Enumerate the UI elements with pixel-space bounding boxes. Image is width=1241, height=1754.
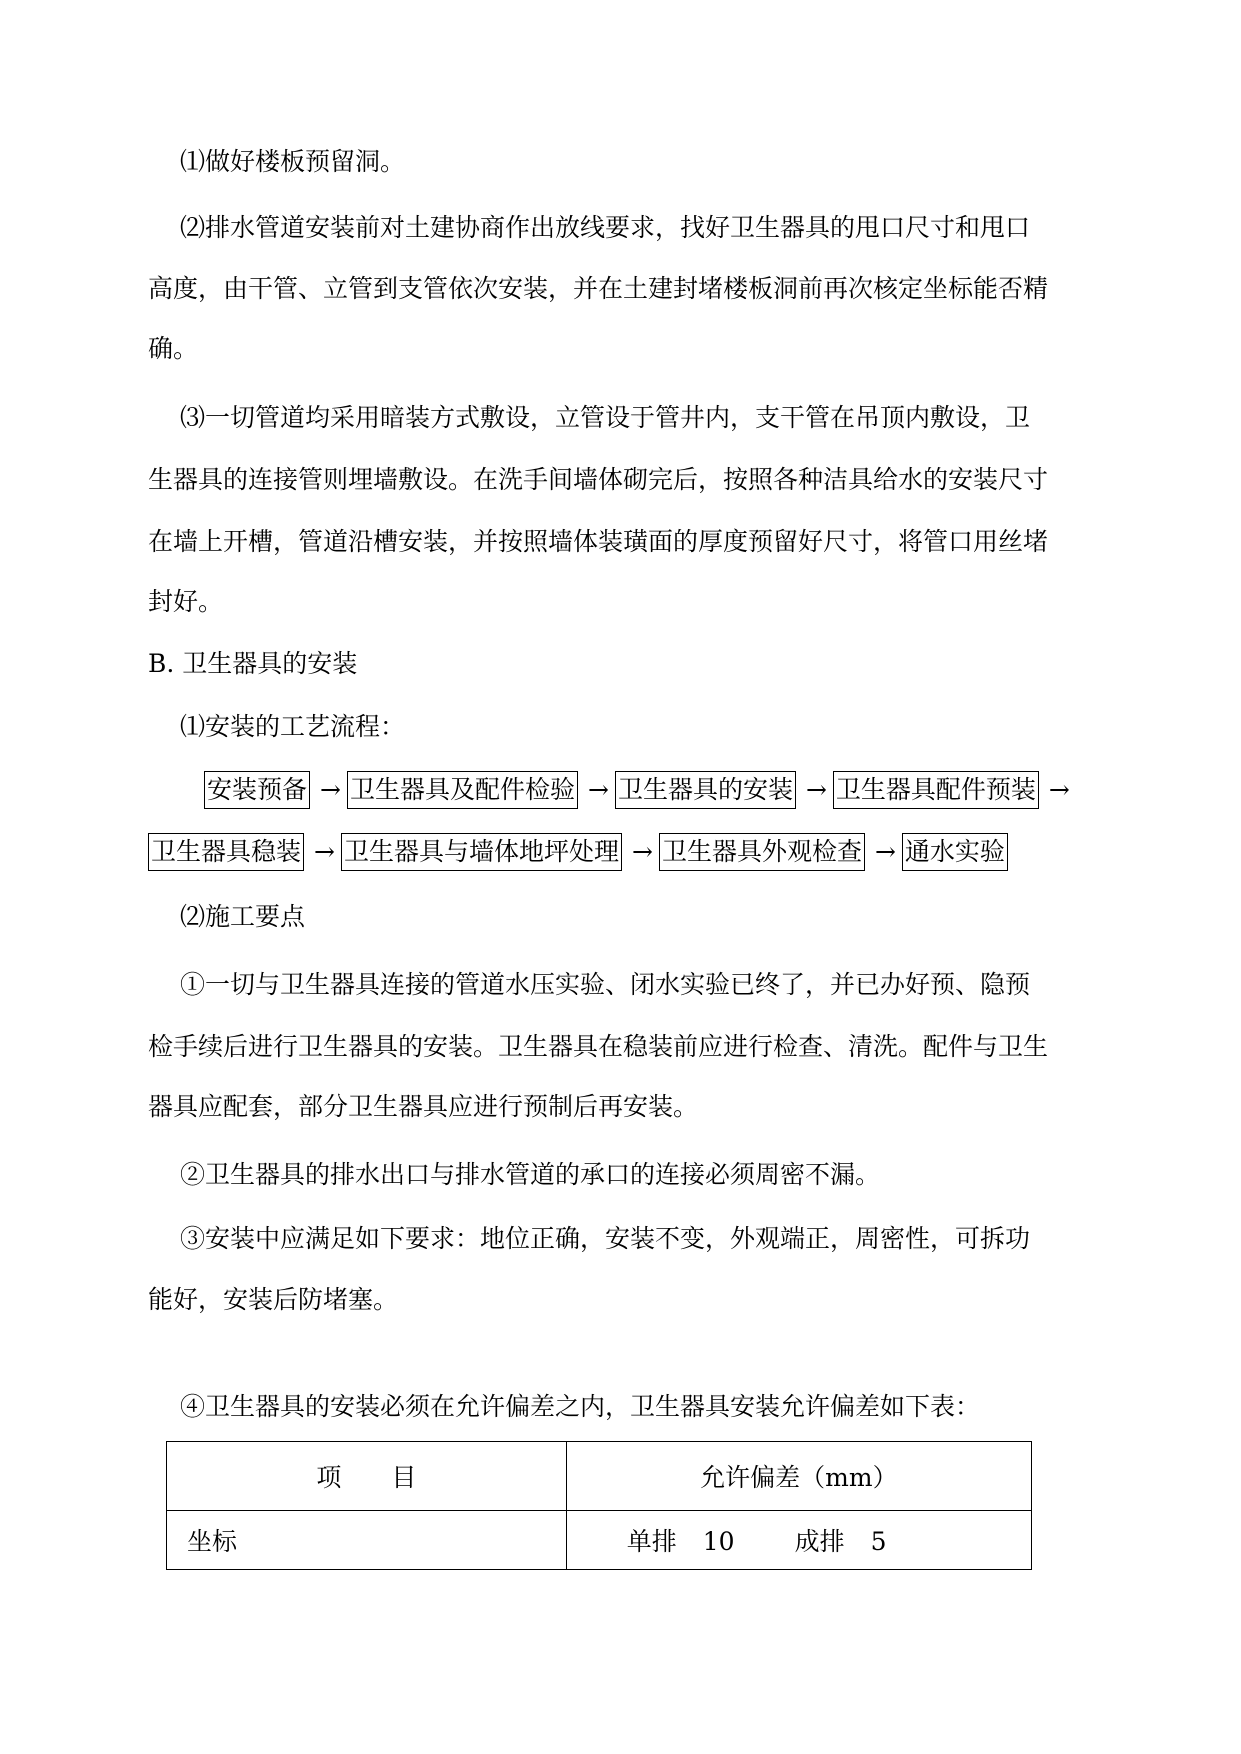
paragraph-2-line-1: ⑵排水管道安装前对土建协商作出放线要求，找好卫生器具的甩口尺寸和甩口 xyxy=(180,213,1031,242)
flow-arrow: → xyxy=(805,775,827,804)
point-3-line-1: ③安装中应满足如下要求：地位正确，安装不变，外观端正，周密性，可拆功 xyxy=(180,1224,1031,1253)
paragraph-3-line-2: 生器具的连接管则埋墙敷设。在洗手间墙体砌完后，按照各种洁具给水的安装尺寸 xyxy=(148,465,1049,494)
section-b-title: B. 卫生器具的安装 xyxy=(148,649,358,678)
flow-step-6: 卫生器具与墙体地坪处理 xyxy=(341,833,622,871)
point-3-line-2: 能好，安装后防堵塞。 xyxy=(148,1285,399,1314)
point-4: ④卫生器具的安装必须在允许偏差之内，卫生器具安装允许偏差如下表： xyxy=(180,1392,981,1421)
paragraph-3-line-1: ⑶一切管道均采用暗装方式敷设，立管设于管井内，支干管在吊顶内敷设，卫 xyxy=(180,403,1031,432)
table-header-row xyxy=(167,1442,1032,1511)
group-row-value: 5 xyxy=(870,1527,887,1556)
points-title: ⑵施工要点 xyxy=(180,902,306,931)
flow-step-4: 卫生器具配件预装 xyxy=(833,771,1039,809)
flow-step-8: 通水实验 xyxy=(902,833,1008,871)
process-flow-row-1 xyxy=(204,770,1076,810)
paragraph-2-line-3: 确。 xyxy=(148,334,199,363)
paragraph-3-line-3: 在墙上开槽，管道沿槽安装，并按照墙体装璜面的厚度预留好尺寸，将管口用丝堵 xyxy=(148,527,1049,556)
group-row-label: 成排 xyxy=(794,1527,845,1556)
flow-step-7: 卫生器具外观检查 xyxy=(659,833,865,871)
flow-arrow: → xyxy=(320,775,341,804)
paragraph-2-line-2: 高度，由干管、立管到支管依次安装，并在土建封堵楼板洞前再次核定坐标能否精 xyxy=(148,274,1049,303)
point-1-line-3: 器具应配套，部分卫生器具应进行预制后再安装。 xyxy=(148,1092,699,1121)
point-2: ②卫生器具的排水出口与排水管道的承口的连接必须周密不漏。 xyxy=(180,1160,881,1189)
flow-arrow: → xyxy=(314,837,335,866)
flow-step-5: 卫生器具稳装 xyxy=(148,833,304,871)
flow-step-1: 安装预备 xyxy=(204,771,310,809)
table-row xyxy=(167,1511,1032,1570)
table-cell-item: 坐标 xyxy=(167,1511,567,1570)
table-header-item: 项 目 xyxy=(167,1442,567,1511)
point-1-line-2: 检手续后进行卫生器具的安装。卫生器具在稳装前应进行检查、清洗。配件与卫生 xyxy=(148,1032,1049,1061)
paragraph-1: ⑴做好楼板预留洞。 xyxy=(180,147,406,176)
tolerance-table xyxy=(166,1441,1032,1570)
table-cell-tolerance xyxy=(566,1511,1031,1570)
flow-arrow: → xyxy=(631,837,653,866)
flow-arrow: → xyxy=(587,775,609,804)
process-flow-row-2 xyxy=(148,832,1008,872)
single-row-value: 10 xyxy=(702,1527,735,1556)
point-1-line-1: ①一切与卫生器具连接的管道水压实验、闭水实验已终了，并已办好预、隐预 xyxy=(180,970,1031,999)
flow-step-2: 卫生器具及配件检验 xyxy=(347,771,578,809)
flow-title: ⑴安装的工艺流程： xyxy=(180,712,406,741)
flow-arrow: → xyxy=(1048,775,1070,804)
table-header-tolerance: 允许偏差（mm） xyxy=(566,1442,1031,1511)
single-row-label: 单排 xyxy=(626,1527,677,1556)
flow-arrow: → xyxy=(874,837,896,866)
paragraph-3-line-4: 封好。 xyxy=(148,587,224,616)
flow-step-3: 卫生器具的安装 xyxy=(615,771,796,809)
